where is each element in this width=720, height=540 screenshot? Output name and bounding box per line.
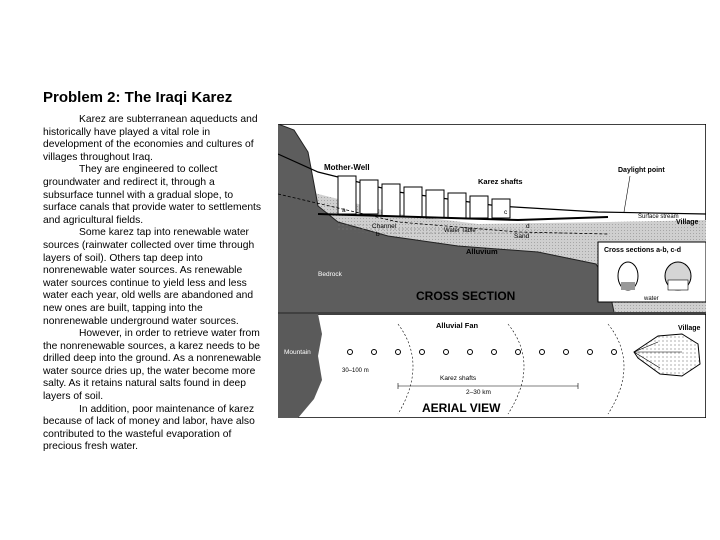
label-pt-d: d — [526, 223, 530, 230]
label-daylight-point: Daylight point — [618, 167, 665, 174]
label-dist-length: 2–30 km — [466, 389, 491, 396]
page-title: Problem 2: The Iraqi Karez — [43, 89, 233, 106]
label-mountain: Mountain — [284, 349, 311, 356]
label-water: water — [644, 296, 659, 302]
paragraph-1: Karez are subterranean aqueducts and historically have played a vital role in development of the economies and cultures of villages throughout Iraq. — [43, 114, 258, 163]
label-cross-sections: Cross sections a-b, c-d — [604, 247, 682, 254]
label-mother-well: Mother-Well — [324, 163, 370, 172]
label-channel: Channel — [372, 223, 397, 230]
label-karez-shafts: Karez shafts — [478, 177, 523, 186]
label-village-aerial: Village — [678, 325, 701, 332]
label-alluvium: Alluvium — [466, 247, 498, 256]
label-alluvial-fan: Alluvial Fan — [436, 321, 479, 330]
paragraph-3: Some karez tap into renewable water sources (rainwater collected over time through layers of soil). Others tap deep into nonrenewable water sources. As renewable water sources continue to yield less and less water each year, old wells are abandoned and new ones are built, tapping into the nonrenewable underground water sources. — [43, 227, 255, 327]
paragraph-2: They are engineered to collect groundwater and redirect it, through a subsurface tunnel with a gradual slope, to surface canals that provide water to settlements and agricultural fields. — [43, 164, 262, 226]
paragraph-5: In addition, poor maintenance of karez because of lack of money and labor, have also contributed to the wasteful evaporation of precious fresh water. — [43, 403, 255, 453]
cross-section-panel — [278, 124, 706, 312]
label-pt-c: c — [504, 209, 508, 216]
label-karez-shafts-aerial: Karez shafts — [440, 375, 477, 382]
label-sand: Sand — [514, 233, 530, 240]
label-village: Village — [676, 219, 699, 226]
label-pt-b: b — [376, 231, 380, 238]
label-bedrock: Bedrock — [318, 271, 342, 278]
paragraph-4: However, in order to retrieve water from the nonrenewable sources, a karez needs to be drilled deep into the ground. As a nonrenewable water source dries up, the water become more salty. As it retains natural salts found in deep layers of soil. — [43, 328, 262, 403]
cross-sections-inset — [598, 242, 706, 302]
label-aerial-view: AERIAL VIEW — [422, 401, 501, 415]
aerial-view-panel — [278, 314, 706, 418]
body-text — [43, 114, 267, 454]
label-cross-section: CROSS SECTION — [416, 289, 516, 303]
label-water-table: Water Table — [444, 228, 476, 234]
label-surface-stream: Surface stream — [638, 214, 679, 220]
karez-diagram — [278, 124, 706, 418]
label-dist-shafts: 30–100 m — [342, 368, 369, 374]
label-pt-a: a — [342, 207, 346, 214]
